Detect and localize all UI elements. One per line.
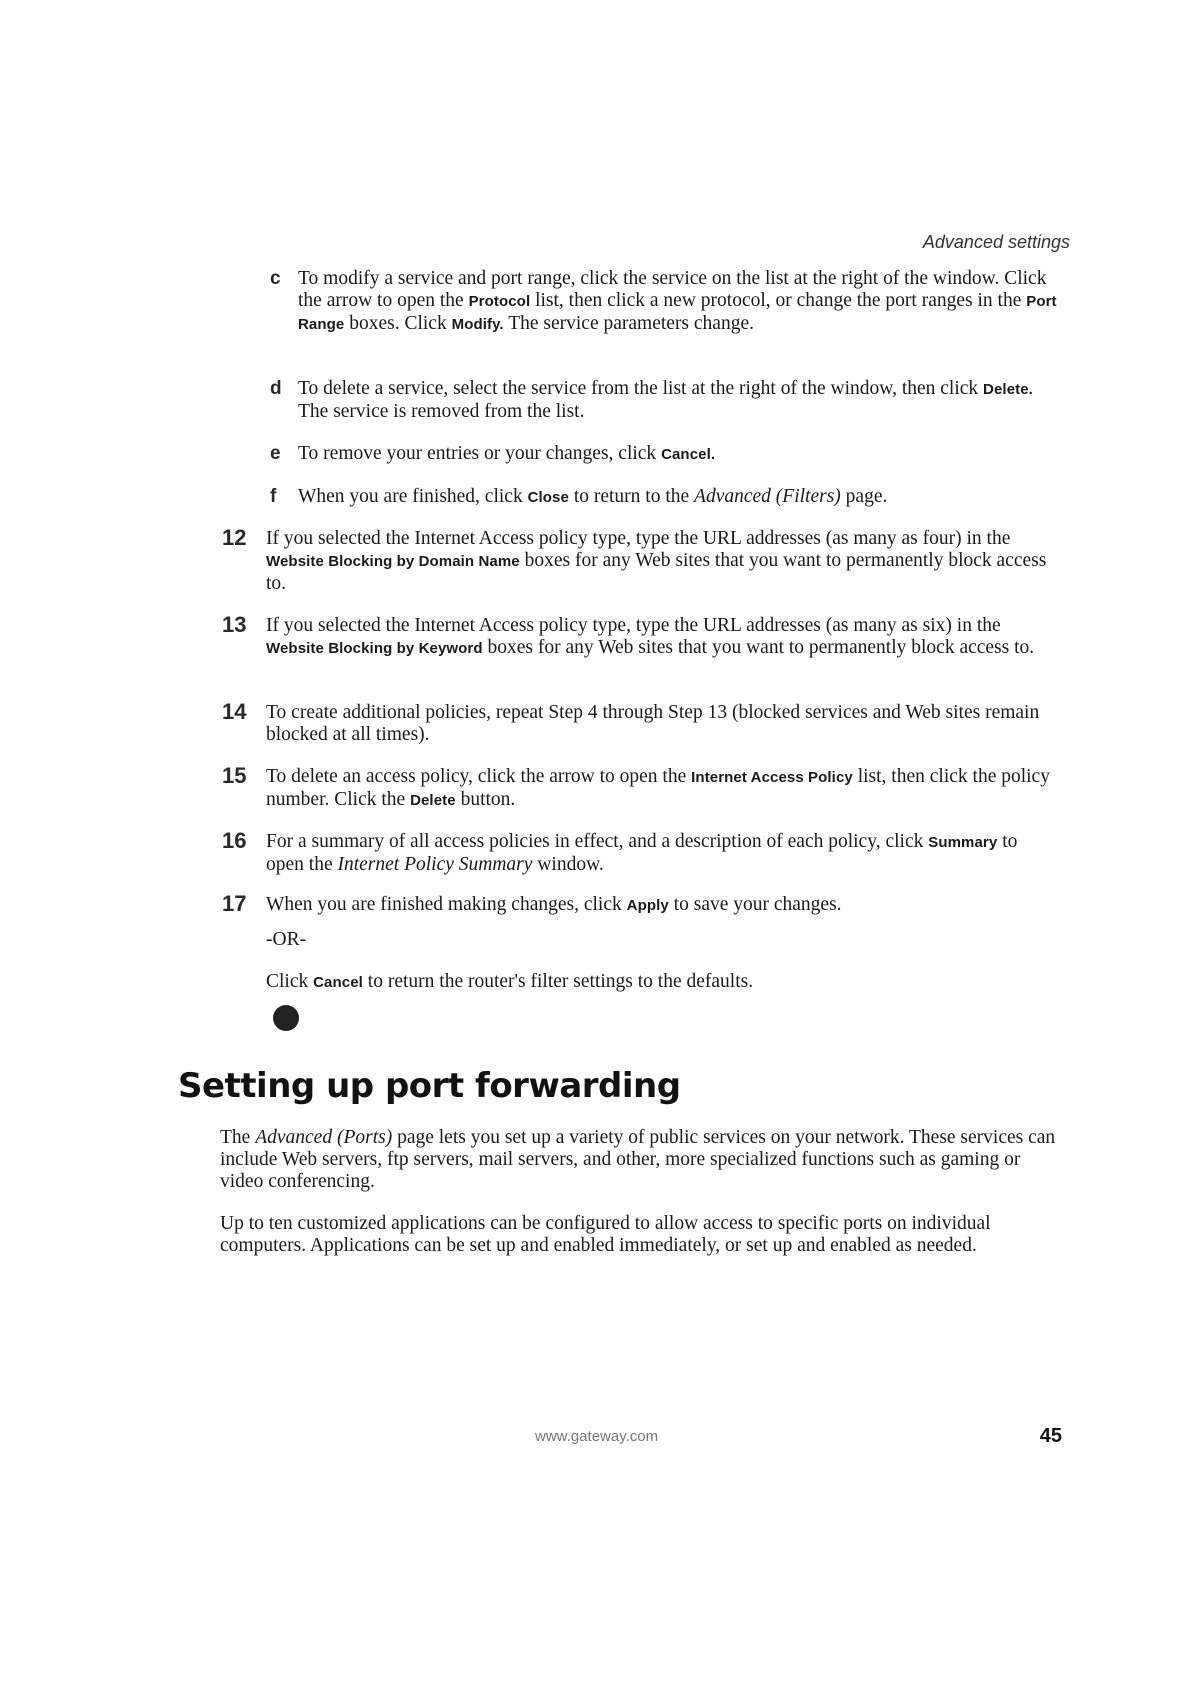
ui-term: Website Blocking by Domain Name [266, 553, 520, 570]
text-run: To create additional policies, repeat Step 4 through Step 13 (blocked services and Web sites remain blocked at all times). [266, 702, 1040, 745]
step-text [266, 615, 1060, 660]
or-separator: -OR- [266, 929, 307, 950]
text-run: to return the router's filter settings to the defaults. [362, 971, 754, 992]
step-marker: c [270, 268, 281, 289]
ui-term: Delete. [983, 381, 1033, 398]
ui-term: Cancel [313, 974, 363, 991]
step-text [298, 378, 1060, 423]
substep-f [0, 486, 1060, 509]
text-run: If you selected the Internet Access policy type, type the URL addresses (as many as six) in the [266, 615, 1001, 636]
ui-term: Apply [626, 897, 669, 914]
text-run: button. [455, 789, 516, 810]
page-number: 45 [1039, 1425, 1062, 1447]
step-number: 12 [222, 525, 247, 550]
text-run: For a summary of all access policies in effect, and a description of each policy, click [266, 831, 929, 852]
text-run: to save your changes. [668, 894, 842, 915]
step-15 [0, 763, 1060, 812]
text-run: To delete an access policy, click the arrow to open the [266, 766, 692, 787]
step-text [298, 268, 1060, 336]
italic-term: Advanced (Ports) [255, 1127, 393, 1148]
step-text [266, 528, 1060, 595]
step-marker: e [270, 443, 281, 464]
step-number: 13 [222, 612, 247, 637]
text-run: page lets you set up a variety of public services on your network. These services can include Web servers, ftp servers, mail servers, and other, more specialized functions such as gaming or video conferencing. [220, 1127, 1056, 1192]
text-run: The service is removed from the list. [298, 401, 585, 422]
step-number: 17 [222, 891, 247, 916]
text-run: Up to ten customized applications can be configured to allow access to specific ports on individual computers. Applications can be set up and enabled immediately, or set up and enabled as needed. [220, 1213, 991, 1256]
ui-term: Summary [928, 834, 998, 851]
footer-url: www.gateway.com [535, 1428, 659, 1445]
step-marker: f [270, 486, 277, 507]
running-header: Advanced settings [922, 232, 1070, 252]
step-number: 15 [222, 763, 247, 788]
text-run: boxes. Click [344, 313, 452, 334]
text-run: Click [266, 971, 314, 992]
text-run: to return to the [568, 486, 695, 507]
substep-d [0, 378, 1060, 423]
text-run: page. [840, 486, 888, 507]
text-run: to open the [266, 831, 1018, 875]
step-marker: d [270, 378, 282, 399]
ui-term: Delete [410, 792, 456, 809]
cancel-instruction [266, 971, 753, 993]
end-of-procedure-icon [273, 1005, 299, 1031]
text-run: boxes for any Web sites that you want to permanently block access to. [482, 637, 1035, 658]
ui-term: Protocol [468, 293, 531, 310]
ui-term: Modify. [451, 316, 504, 333]
text-run: When you are finished, click [298, 486, 528, 507]
text-run: If you selected the Internet Access policy type, type the URL addresses (as many as four) in the [266, 528, 1011, 549]
ui-term: Cancel. [661, 446, 716, 463]
step-text [266, 766, 1060, 812]
text-run: To delete a service, select the service from the list at the right of the window, then click [298, 378, 984, 399]
italic-term: Internet Policy Summary [337, 854, 533, 875]
step-text [298, 486, 1060, 509]
step-text [266, 702, 1060, 746]
substep-e [0, 443, 1060, 466]
step-text [298, 443, 1060, 466]
text-run: list, then click a new protocol, or change the port ranges in the [530, 290, 1027, 311]
step-number: 16 [222, 828, 247, 853]
text-run: list, then click the policy number. Click the [266, 766, 1050, 810]
ui-term: Website Blocking by Keyword [266, 640, 483, 657]
text-run: window. [532, 854, 604, 875]
step-16 [0, 828, 1060, 876]
step-13 [0, 612, 1060, 660]
text-run: To remove your entries or your changes, click [298, 443, 662, 464]
text-run: The [220, 1127, 256, 1148]
ui-term: Port Range [298, 293, 1057, 333]
section-heading: Setting up port forwarding [178, 1066, 681, 1106]
italic-term: Advanced (Filters) [694, 486, 841, 507]
text-run: To modify a service and port range, click the service on the list at the right of the window. Click the arrow to open the [298, 268, 1047, 311]
ui-term: Close [527, 489, 569, 506]
ui-term: Internet Access Policy [691, 769, 853, 786]
substep-c [0, 268, 1060, 336]
step-17 [0, 891, 1060, 917]
body-paragraph [220, 1213, 1062, 1257]
step-number: 14 [222, 699, 247, 724]
step-14 [0, 699, 1060, 746]
body-paragraph [220, 1127, 1062, 1193]
step-text [266, 894, 1060, 917]
step-text [266, 831, 1060, 876]
text-run: The service parameters change. [503, 313, 754, 334]
step-12 [0, 525, 1060, 595]
text-run: When you are finished making changes, click [266, 894, 627, 915]
text-run: boxes for any Web sites that you want to permanently block access to. [266, 550, 1047, 594]
